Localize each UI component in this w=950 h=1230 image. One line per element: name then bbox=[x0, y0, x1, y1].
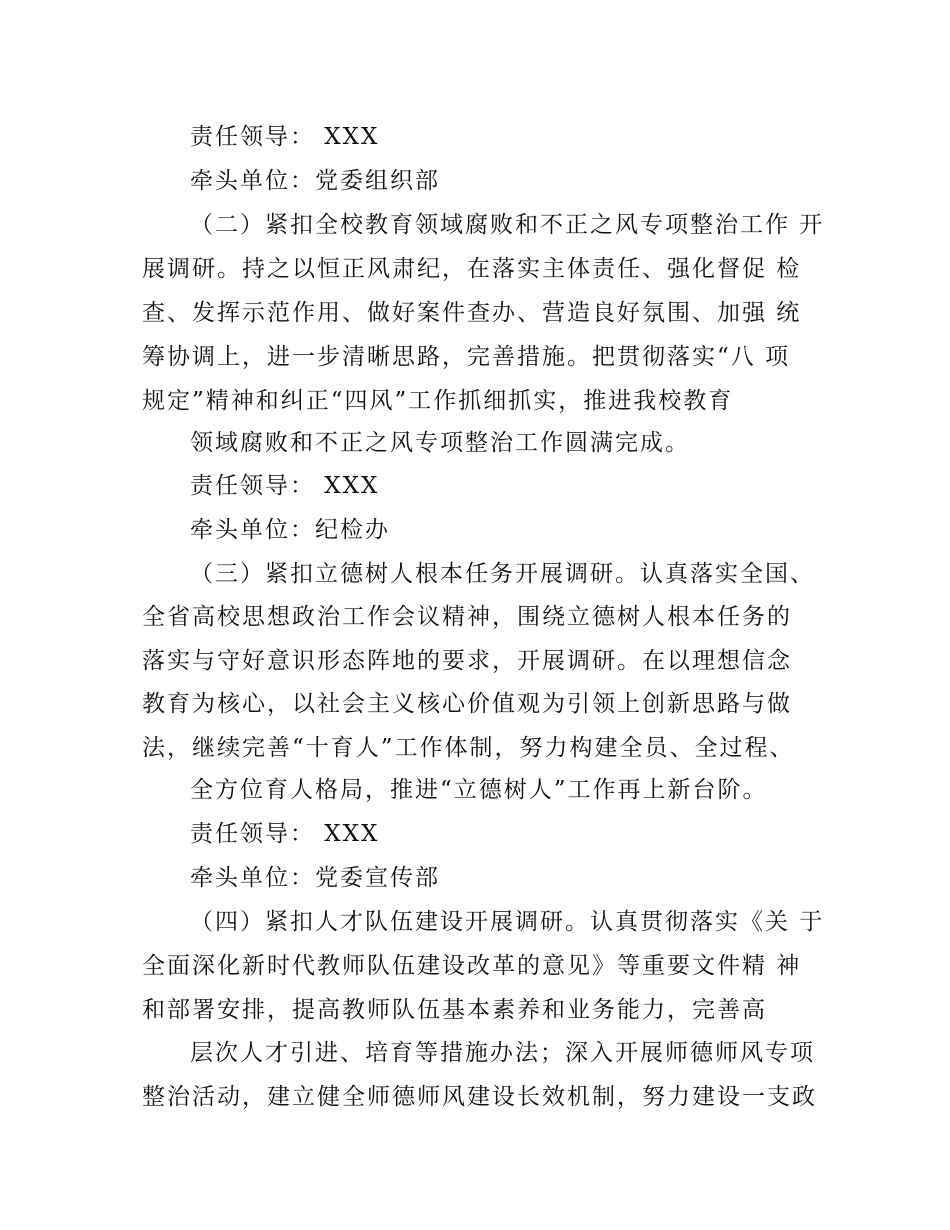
paragraph-line: 教育为核心，以社会主义核心价值观为引领上创新思路与做 bbox=[142, 691, 792, 717]
paragraph-line: 展调研。持之以恒正风肃纪，在落实主体责任、强化督促 检 bbox=[142, 256, 802, 282]
responsible-leader-line: 责任领导： XXX bbox=[190, 124, 380, 150]
responsible-leader-line: 责任领导： XXX bbox=[190, 821, 380, 847]
section-heading-3: （三）紧扣立德树人根本任务开展调研。认真落实全国、 bbox=[190, 561, 815, 587]
responsible-leader-line: 责任领导： XXX bbox=[190, 473, 380, 499]
paragraph-line: 和部署安排，提高教师队伍基本素养和业务能力，完善高 bbox=[142, 997, 767, 1023]
lead-unit-line: 牵头单位：纪检办 bbox=[190, 517, 390, 543]
paragraph-line: 筹协调上，进一步清晰思路，完善措施。把贯彻落实“八 项 bbox=[142, 344, 791, 370]
section-heading-4: （四）紧扣人才队伍建设开展调研。认真贯彻落实《关 于 bbox=[190, 909, 825, 935]
paragraph-line: 法，继续完善“十育人”工作体制，努力构建全员、全过程、 bbox=[142, 735, 795, 761]
lead-unit-line: 牵头单位：党委宣传部 bbox=[190, 865, 440, 891]
paragraph-line: 查、发挥示范作用、做好案件查办、营造良好氛围、加强 统 bbox=[142, 300, 802, 326]
paragraph-line: 规定”精神和纠正“四风”工作抓细抓实，推进我校教育 bbox=[142, 388, 734, 414]
paragraph-line: 层次人才引进、培育等措施办法；深入开展师德师风专项 bbox=[190, 1040, 815, 1066]
paragraph-line: 整治活动，建立健全师德师风建设长效机制，努力建设一支政 bbox=[142, 1084, 817, 1110]
lead-unit-line: 牵头单位：党委组织部 bbox=[190, 168, 440, 194]
paragraph-line: 全省高校思想政治工作会议精神，围绕立德树人根本任务的 bbox=[142, 604, 792, 630]
paragraph-line: 领域腐败和不正之风专项整治工作圆满完成。 bbox=[190, 430, 690, 456]
section-heading-2: （二）紧扣全校教育领域腐败和不正之风专项整治工作 开 bbox=[190, 212, 825, 238]
paragraph-line: 落实与守好意识形态阵地的要求，开展调研。在以理想信念 bbox=[142, 648, 792, 674]
paragraph-line: 全面深化新时代教师队伍建设改革的意见》等重要文件精 神 bbox=[142, 953, 802, 979]
paragraph-line: 全方位育人格局，推进“立德树人”工作再上新台阶。 bbox=[190, 777, 768, 803]
